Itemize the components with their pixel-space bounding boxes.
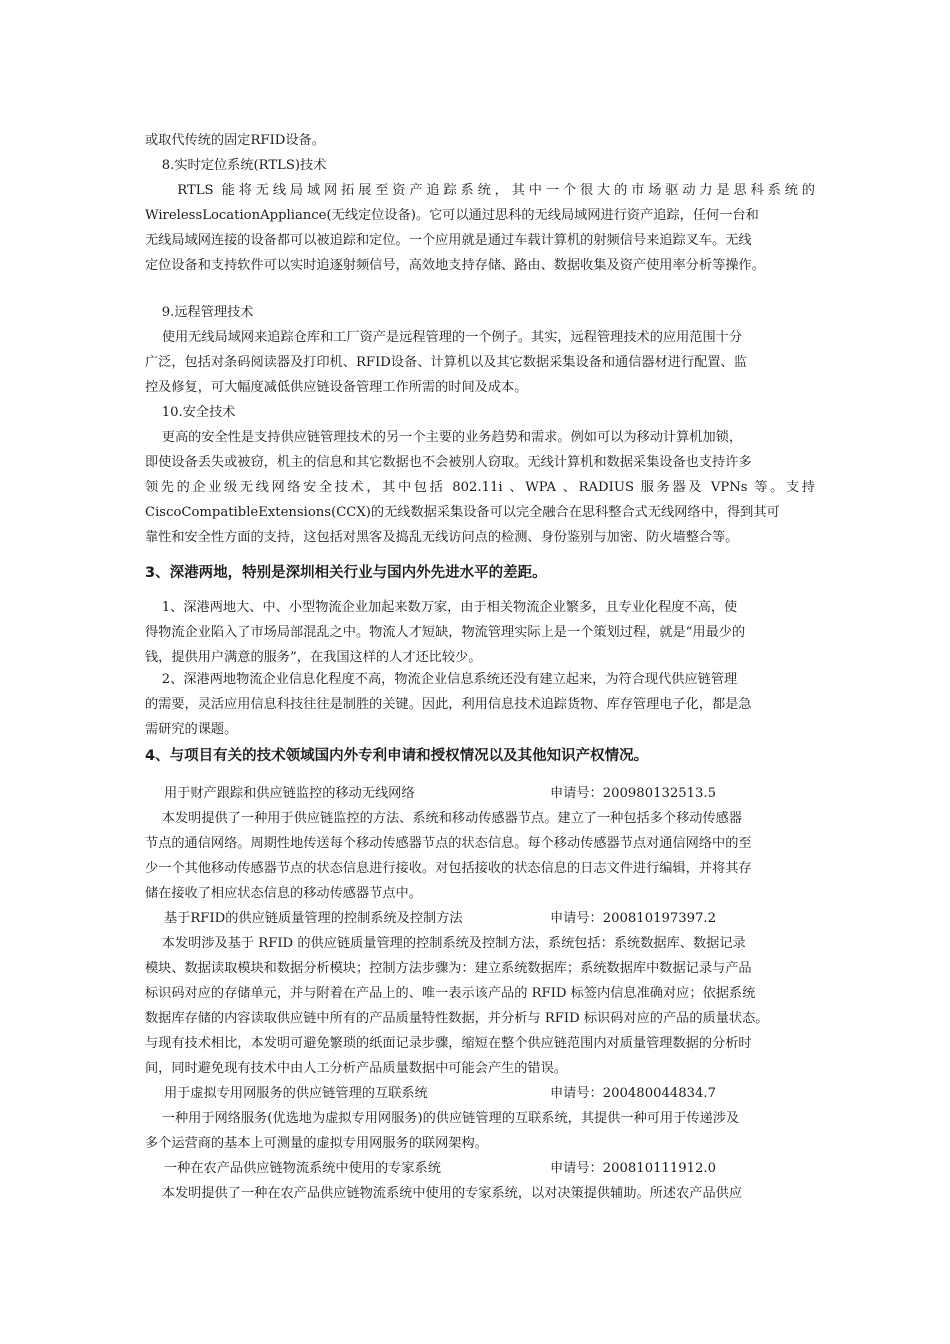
patent-application-number: 申请号：200480044834.7 [550, 1086, 717, 1101]
patent-title: 用于虚拟专用网服务的供应链管理的互联系统 [164, 1086, 428, 1101]
patent-application-number: 申请号：200810197397.2 [550, 911, 717, 926]
patent-entry [164, 1081, 814, 1106]
patent-abstract: 本发明提供了一种在农产品供应链物流系统中使用的专家系统，以对决策提供辅助。所述农产品供应 [145, 1186, 743, 1201]
paragraph-gap-1: 1、深港两地大、中、小型物流企业加起来数万家，由于相关物流企业繁多，且专业化程度不高，使 得物流企业陷入了市场局部混乱之中。物流人才短缺，物流管理实际上是一个策划过程，就是“用最少的 钱，提供用户满意的服务”，在我国这样的人才还比较少。 [145, 600, 746, 665]
heading-shenzhen-hk-gap: 3、深港两地，特别是深圳相关行业与国内外先进水平的差距。 [145, 565, 547, 581]
patent-entry [164, 906, 814, 931]
section-title-security: 10.安全技术 [145, 405, 236, 420]
paragraph-security: 更高的安全性是支持供应链管理技术的另一个主要的业务趋势和需求。例如可以为移动计算机加锁， 即使设备丢失或被窃，机主的信息和其它数据也不会被别人窃取。无线计算机和数据采集设备也支持许多 领先的企业级无线网络安全技术，其中包括 802.11i 、WPA 、RADIUS 服务器及 VPNs 等。支持 CiscoCompatibleExtensions(CCX)的无线数据采集设备可以完全融合在思科整合式无线网络中，得到其可 靠性和安全性方面的支持，这包括对黑客及捣乱无线访问点的检测、身份鉴别与加密、防火墙整合等。 [145, 430, 815, 545]
section-title-rtls: 8.实时定位系统(RTLS)技术 [145, 158, 327, 173]
patent-title: 基于RFID的供应链质量管理的控制系统及控制方法 [164, 911, 463, 926]
patent-entry [164, 781, 814, 806]
section-title-remote-management: 9.远程管理技术 [145, 305, 254, 320]
patent-application-number: 申请号：200980132513.5 [550, 786, 717, 801]
heading-patents-ip: 4、与项目有关的技术领域国内外专利申请和授权情况以及其他知识产权情况。 [145, 748, 649, 764]
paragraph-rtls: RTLS 能将无线局域网拓展至资产追踪系统，其中一个很大的市场驱动力是思科系统的 WirelessLocationAppliance(无线定位设备)。它可以通过思科的无线局域网进行资产追踪，任何一台和 无线局域网连接的设备都可以被追踪和定位。一个应用就是通过车载计算机的射频信号来追踪叉车。无线 定位设备和支持软件可以实时追逐射频信号，高效地支持存储、路由、数据收集及资产使用率分析等操作。 [145, 183, 815, 273]
paragraph-gap-2: 2、深港两地物流企业信息化程度不高，物流企业信息系统还没有建立起来，为符合现代供应链管理 的需要，灵活应用信息科技往往是制胜的关键。因此，利用信息技术追踪货物、库存管理电子化，都是急 需研究的课题。 [145, 672, 752, 737]
patent-abstract: 本发明提供了一种用于供应链监控的方法、系统和移动传感器节点。建立了一种包括多个移动传感器 节点的通信网络。周期性地传送每个移动传感器节点的状态信息。每个移动传感器节点对通信网络中的至 少一个其他移动传感器节点的状态信息进行接收。对包括接收的状态信息的日志文件进行编辑，并将其存 储在接收了相应状态信息的移动传感器节点中。 [145, 811, 752, 901]
patent-application-number: 申请号：200810111912.0 [550, 1161, 717, 1176]
patent-abstract: 一种用于网络服务(优选地为虚拟专用网服务)的供应链管理的互联系统，其提供一种可用于传递涉及 多个运营商的基本上可测量的虚拟专用网服务的联网架构。 [145, 1111, 740, 1151]
patent-abstract: 本发明涉及基于 RFID 的供应链质量管理的控制系统及控制方法，系统包括：系统数据库、数据记录 模块、数据读取模块和数据分析模块；控制方法步骤为：建立系统数据库；系统数据库中数据记录与产品 标识码对应的存储单元，并与附着在产品上的、唯一表示该产品的 RFID 标签内信息准确对应；依据系统 数据库存储的内容读取供应链中所有的产品质量特性数据，并分析与 RFID 标识码对应的产品的质量状态。 与现有技术相比，本发明可避免繁琐的纸面记录步骤，缩短在整个供应链范围内对质量管理数据的分析时 间，同时避免现有技术中由人工分析产品质量数据中可能会产生的错误。 [145, 936, 769, 1076]
patent-title: 一种在农产品供应链物流系统中使用的专家系统 [164, 1161, 441, 1176]
paragraph-remote-management: 使用无线局域网来追踪仓库和工厂资产是远程管理的一个例子。其实，远程管理技术的应用范围十分 广泛，包括对条码阅读器及打印机、RFID设备、计算机以及其它数据采集设备和通信器材进行配置、监 控及修复，可大幅度减低供应链设备管理工作所需的时间及成本。 [145, 330, 747, 395]
patent-title: 用于财产跟踪和供应链监控的移动无线网络 [164, 786, 415, 801]
patent-entry [164, 1156, 814, 1181]
paragraph-rfid-end: 或取代传统的固定RFID设备。 [145, 133, 325, 148]
